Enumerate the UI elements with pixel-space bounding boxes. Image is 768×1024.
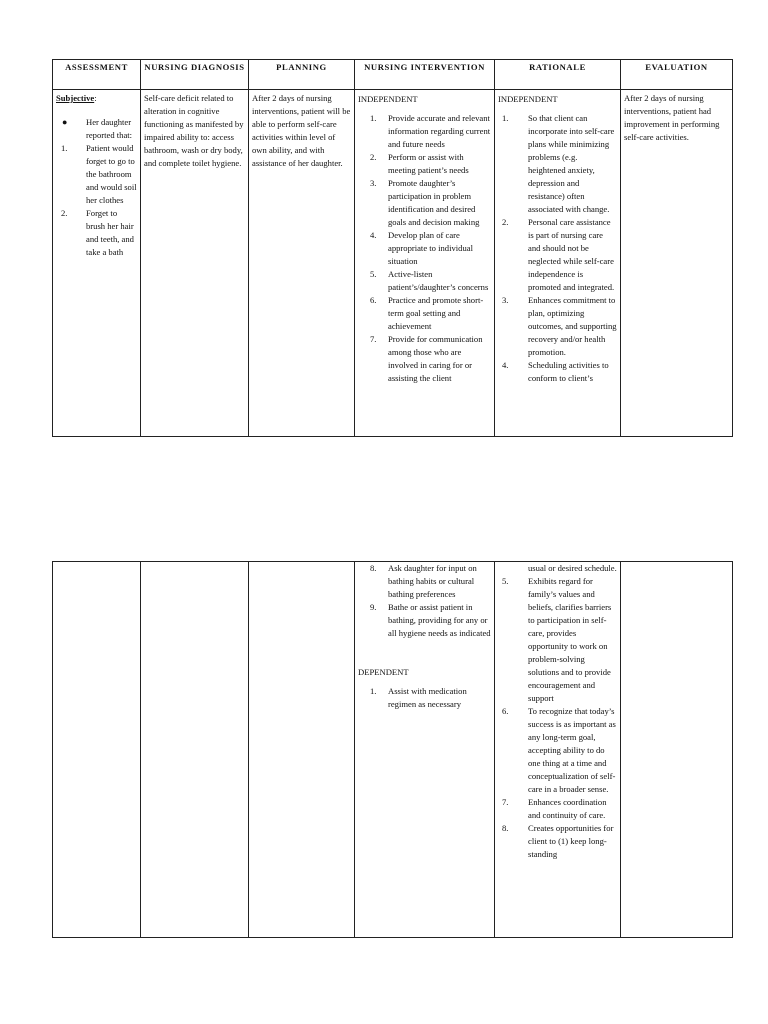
- intervention-dependent-item: 1. Assist with medication regimen as necessary: [370, 686, 467, 709]
- assessment-bullet: ● Her daughter reported that:: [62, 117, 133, 140]
- rationale-item: 7. Enhances coordination and continuity of care.: [502, 797, 607, 820]
- assessment-cell: [53, 90, 141, 437]
- assessment-heading: Subjective:: [56, 93, 97, 103]
- rationale-item: 3. Enhances commitment to plan, optimizing outcomes, and supporting recovery and/or health promotion.: [502, 295, 617, 357]
- header-assessment: ASSESSMENT: [53, 60, 141, 90]
- rationale-item: 4. Scheduling activities to conform to client’s: [502, 360, 609, 383]
- diagnosis-cell-continued: [141, 562, 249, 938]
- rationale-cell-continued: [495, 562, 621, 938]
- intervention-item: 5. Active-listen patient’s/daughter’s concerns: [370, 269, 489, 292]
- planning-text: After 2 days of nursing interventions, patient will be able to perform self-care activities within level of own ability, and with assistance of her daughter.: [252, 93, 351, 168]
- rationale-item: 2. Personal care assistance is part of nursing care and should not be neglected while self-care independence is promoted and integrated.: [502, 217, 615, 292]
- header-nursing-diagnosis: NURSING DIAGNOSIS: [141, 60, 249, 90]
- intervention-cell: [355, 90, 495, 437]
- header-rationale: RATIONALE: [495, 60, 621, 90]
- diagnosis-cell: [141, 90, 249, 437]
- rationale-item: 8. Creates opportunities for client to (1) keep long-standing: [502, 823, 614, 859]
- header-nursing-intervention: NURSING INTERVENTION: [355, 60, 495, 90]
- header-planning: PLANNING: [249, 60, 355, 90]
- rationale-cell: [495, 90, 621, 437]
- evaluation-cell: [621, 90, 733, 437]
- intervention-item: 1. Provide accurate and relevant information regarding current and future needs: [370, 113, 491, 149]
- intervention-item: 4. Develop plan of care appropriate to individual situation: [370, 230, 473, 266]
- assessment-cell-continued: [53, 562, 141, 938]
- care-plan-table-page-2: [52, 561, 733, 938]
- table-row: [53, 90, 733, 437]
- intervention-item: 7. Provide for communication among those who are involved in caring for or assisting the client: [370, 334, 483, 383]
- intervention-item: 9. Bathe or assist patient in bathing, providing for any or all hygiene needs as indicated: [370, 602, 491, 638]
- intervention-item: 6. Practice and promote short-term goal setting and achievement: [370, 295, 484, 331]
- intervention-item: 2. Perform or assist with meeting patient’s needs: [370, 152, 469, 175]
- rationale-item: 5. Exhibits regard for family’s values and beliefs, clarifies barriers to participation in self-care, provides opportunity to work on problem-solving solutions and to provide encouragement and support: [502, 576, 612, 703]
- table-row: [53, 562, 733, 938]
- rationale-continuation: usual or desired schedule.: [528, 563, 617, 573]
- rationale-item: 6. To recognize that today’s success is as important as any long-term goal, accepting ability to do one thing at a time and conceptualization of self-care in a broader sense.: [502, 706, 616, 794]
- intervention-cell-continued: [355, 562, 495, 938]
- care-plan-table-page-1: [52, 59, 733, 437]
- intervention-item: 8. Ask daughter for input on bathing habits or cultural bathing preferences: [370, 563, 477, 599]
- header-row: [53, 60, 733, 90]
- planning-cell: [249, 90, 355, 437]
- intervention-item: 3. Promote daughter’s participation in problem identification and desired goals and decision making: [370, 178, 480, 227]
- assessment-item: 1. Patient would forget to go to the bathroom and would soil her clothes: [61, 143, 137, 205]
- evaluation-text: After 2 days of nursing interventions, patient had improvement in performing self-care activities.: [624, 93, 720, 142]
- evaluation-cell-continued: [621, 562, 733, 938]
- rationale-independent-heading: INDEPENDENT: [498, 94, 558, 104]
- diagnosis-text: Self-care deficit related to alteration in cognitive functioning as manifested by impaired ability to: access bathroom, wash or dry body, and complete toilet hygiene.: [144, 93, 244, 168]
- planning-cell-continued: [249, 562, 355, 938]
- bullet-icon: ●: [62, 117, 68, 127]
- header-evaluation: EVALUATION: [621, 60, 733, 90]
- assessment-item: 2. Forget to brush her hair and teeth, and take a bath: [61, 208, 134, 257]
- intervention-independent-heading: INDEPENDENT: [358, 94, 418, 104]
- intervention-dependent-heading: DEPENDENT: [358, 667, 409, 677]
- rationale-item: 1. So that client can incorporate into self-care plans while minimizing problems (e.g. heightened anxiety, depression and resistance) often associated with change.: [502, 113, 615, 214]
